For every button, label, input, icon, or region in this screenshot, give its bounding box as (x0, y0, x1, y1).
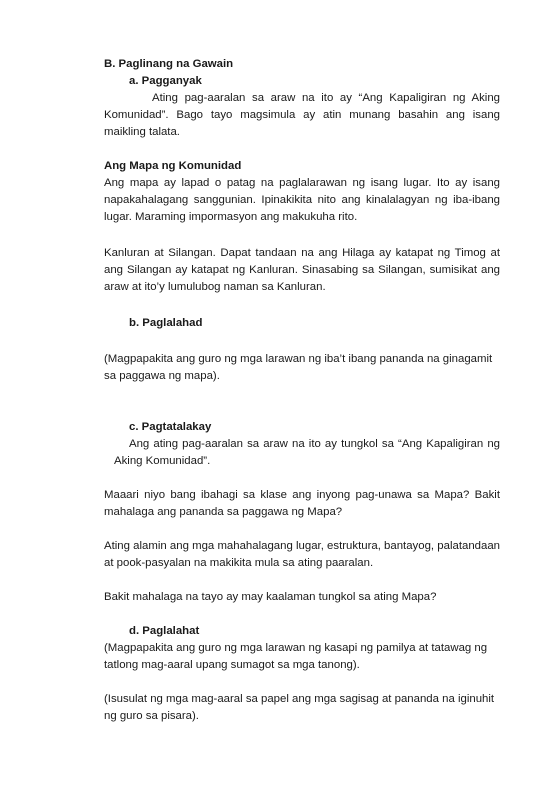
pagtatalakay-question-2: Ating alamin ang mga mahahalagang lugar, estruktura, bantayog, palatandaan at pook-pasyalan na makikita mula sa ating paaralan. (104, 540, 500, 569)
pagtatalakay-question-1: Maaari niyo bang ibahagi sa klase ang inyong pag-unawa sa Mapa? Bakit mahalaga ang pananda sa paggawa ng Mapa? (104, 489, 500, 518)
lesson-content (104, 56, 500, 725)
pagtatalakay-text: Ang ating pag-aaralan sa araw na ito ay tungkol sa “Ang Kapaligiran ng Aking Komunidad”. (114, 438, 500, 467)
reading-paragraph-1: Ang mapa ay lapad o patag na paglalarawan ng isang lugar. Ito ay isang napakahalagang sanggunian. Ipinakikita nito ang kinalalagyan ng iba-ibang lugar. Maraming impormasyon ang makukuha rito. (104, 177, 500, 223)
paglalahad-heading: b. Paglalahad (129, 317, 203, 329)
pagtatalakay-heading: c. Pagtatalakay (129, 421, 212, 433)
reading-paragraph-2: Kanluran at Silangan. Dapat tandaan na ang Hilaga ay katapat ng Timog at ang Silangan ay katapat ng Kanluran. Sinasabing sa Silangan, sumisikat ang araw at ito’y lumulubog naman sa Kanluran. (104, 247, 500, 293)
paglalahat-heading: d. Paglalahat (129, 625, 200, 637)
pagtatalakay-question-3: Bakit mahalaga na tayo ay may kaalaman tungkol sa ating Mapa? (104, 591, 437, 603)
reading-title: Ang Mapa ng Komunidad (104, 160, 242, 172)
paglalahat-text-1: (Magpapakita ang guro ng mga larawan ng kasapi ng pamilya at tatawag ng tatlong mag-aaral upang sumagot sa mga tanong). (104, 642, 488, 671)
pagganyak-heading: a. Pagganyak (129, 75, 202, 87)
paglalahad-text: (Magpapakita ang guro ng mga larawan ng iba’t ibang pananda na ginagamit sa paggawa ng mapa). (104, 353, 493, 382)
paglalahat-text-2: (Isusulat ng mga mag-aaral sa papel ang mga sagisag at pananda na iginuhit ng guro sa pisara). (104, 693, 495, 722)
section-title: B. Paglinang na Gawain (104, 58, 234, 70)
pagganyak-text: Ating pag-aaralan sa araw na ito ay “Ang Kapaligiran ng Aking Komunidad”. Bago tayo magsimula ay atin munang basahin ang isang maikling talata. (104, 92, 500, 138)
